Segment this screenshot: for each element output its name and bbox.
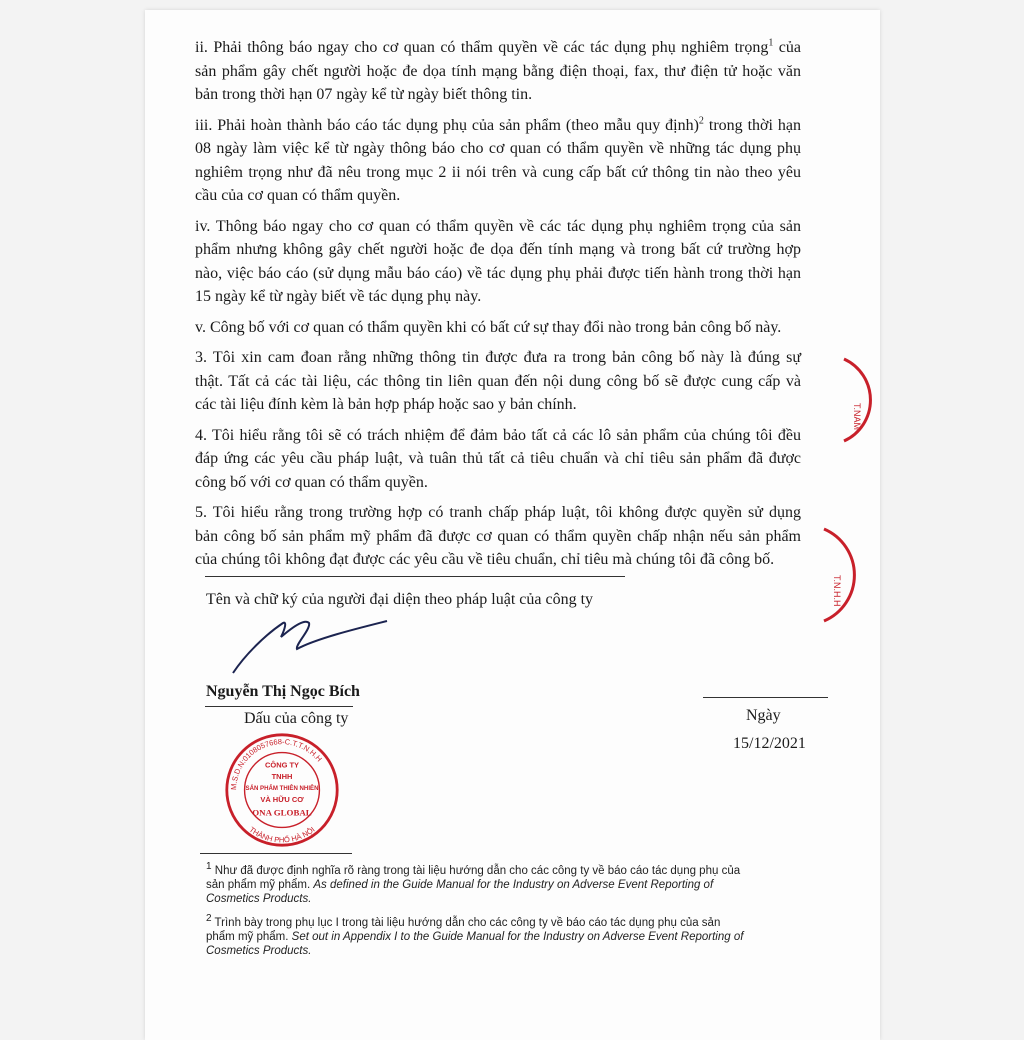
divider — [205, 576, 625, 577]
text-line: bản trong thời hạn 07 ngày kể từ ngày biết thông tin. — [195, 86, 533, 103]
seal-label: Dấu của công ty — [244, 710, 349, 727]
text-line: iii. Phải hoàn thành báo cáo tác dụng phụ của sản phẩm (theo mẫu quy định)$^2$ trong thời hạn — [195, 115, 802, 134]
handwritten-signature — [225, 615, 395, 680]
stamp-bottom-text: THÀNH PHỐ HÀ NỘI — [247, 824, 317, 845]
paragraph-ii — [195, 36, 801, 107]
paragraph-iii — [195, 114, 801, 208]
svg-text:T.NAM: T.NAM — [852, 403, 862, 430]
text-line: iv. Thông báo ngay cho cơ quan có thẩm quyền về các tác dụng phụ nghiêm trọng của sản — [195, 217, 801, 235]
text-line: công bố với cơ quan có thẩm quyền. — [195, 473, 428, 491]
text-line: ii. Phải thông báo ngay cho cơ quan có thẩm quyền về các tác dụng phụ nghiêm trọng$^1$ của — [195, 37, 802, 56]
svg-text:T.N.H.H: T.N.H.H — [832, 575, 842, 607]
stamp-line: SẢN PHẨM THIÊN NHIÊN — [245, 785, 319, 792]
text-line: các tài liệu đính kèm là bản hợp pháp hoặc sao y bản chính. — [195, 396, 577, 413]
document-body — [195, 36, 801, 579]
footnote-2: $^2$ Trình bày trong phụ lục I trong tài liệu hướng dẫn cho các công ty về báo cáo tác dụng phụ của sản phẩm mỹ phẩm. Set out in Appendix I to the Guide Manual for the Industry on Adverse Event Reporting of Cosmetics Products. — [206, 913, 744, 957]
paragraph-4 — [195, 424, 801, 495]
text-line: 4. Tôi hiểu rằng tôi sẽ có trách nhiệm để đảm bảo tất cả các lô sản phẩm của chúng tôi đều — [195, 426, 801, 444]
footnote-ref: 1 — [768, 37, 774, 49]
text-line: 3. Tôi xin cam đoan rằng những thông tin được đưa ra trong bản công bố này là đúng sự — [195, 349, 801, 366]
footnote-ref: 2 — [698, 115, 704, 127]
text-line: 08 ngày làm việc kể từ ngày thông báo cho cơ quan có thẩm quyền về những tác dụng phụ — [195, 140, 801, 157]
stamp-line: VÀ HỮU CƠ — [260, 795, 304, 805]
paragraph-3 — [195, 346, 801, 417]
signatory-name: Nguyễn Thị Ngọc Bích — [206, 683, 360, 700]
stamp-line: TNHH — [271, 771, 293, 781]
partial-stamp-bottom — [820, 525, 860, 625]
paragraph-5 — [195, 501, 801, 572]
text-line: của chúng tôi không đạt được các yêu cầu về tiêu chuẩn, chỉ tiêu mà chúng tôi đã công bố. — [195, 551, 775, 568]
text-line: cầu của cơ quan có thẩm quyền. — [195, 187, 401, 204]
text-line: nghiêm trọng như đã nêu trong mục 2 ii nói trên và cung cấp bất cứ thông tin nào theo yêu — [195, 163, 801, 181]
signature-line — [205, 706, 353, 707]
company-stamp — [224, 732, 340, 848]
text-line: 5. Tôi hiểu rằng trong trường hợp có tranh chấp pháp luật, tôi không được quyền sử dụng — [195, 504, 801, 521]
paragraph-v — [195, 316, 801, 340]
text-line: v. Công bố với cơ quan có thẩm quyền khi có bất cứ sự thay đổi nào trong bản công bố này. — [195, 318, 782, 336]
text-line: bản công bố sản phẩm mỹ phẩm đã được cơ quan có thẩm quyền chấp nhận nếu sản phẩm — [195, 527, 801, 545]
partial-stamp-top — [840, 355, 880, 445]
date-value: 15/12/2021 — [733, 735, 806, 752]
stamp-line: ONA GLOBAL — [252, 807, 312, 818]
text-line: sản phẩm gây chết người hoặc đe dọa tính mạng bằng điện thoại, fax, thư điện tử hoặc văn — [195, 62, 801, 80]
footnote-divider — [200, 853, 352, 854]
text-line: phẩm nhưng không gây chết người hoặc đe dọa đến tính mạng và trong bất cứ trường hợp — [195, 241, 801, 258]
text-line: nào, việc báo cáo (sử dụng mẫu báo cáo) về tác dụng phụ phải được tiến hành trong thời hạn — [195, 264, 801, 282]
date-label: Ngày — [746, 707, 781, 724]
signature-caption: Tên và chữ ký của người đại diện theo pháp luật của công ty — [206, 591, 594, 608]
stamp-ring-text: M.S.D.N:0108057668-C.T.T.N.H.H — [229, 737, 324, 791]
paragraph-iv — [195, 215, 801, 309]
stamp-line: CÔNG TY — [264, 760, 300, 770]
text-line: 15 ngày kể từ ngày biết về tác dụng phụ này. — [195, 288, 482, 305]
date-line — [703, 697, 828, 698]
text-line: thật. Tất cả các tài liệu, các thông tin liên quan đến nội dung công bố sẽ được cung cấp và — [195, 372, 801, 390]
text-line: đáp ứng các yêu cầu pháp luật, và tuân thủ tất cả tiêu chuẩn và chỉ tiêu sản phẩm đã được — [195, 450, 801, 467]
footnote-1: $^1$ Như đã được định nghĩa rõ ràng trong tài liệu hướng dẫn cho các công ty về báo cáo tác dụng phụ của sản phẩm mỹ phẩm. As defined in the Guide Manual for the Industry on Adverse Event Reporting of Cosmetics Products. — [206, 861, 741, 905]
